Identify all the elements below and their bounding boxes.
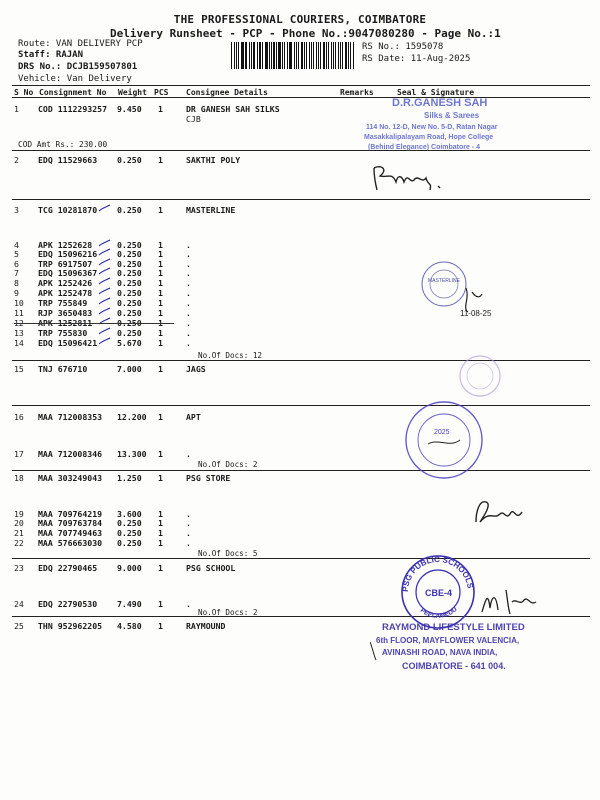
drs-number: DRS No.: DCJB159507801: [18, 62, 138, 72]
row-sno: 6: [14, 259, 19, 269]
barcode-bar: [348, 42, 349, 69]
barcode-bar: [316, 42, 317, 69]
row-sno: 13: [14, 328, 24, 338]
barcode-bar: [289, 42, 290, 69]
row-consignee: .: [186, 259, 191, 269]
tick-mark-icon: [98, 307, 112, 317]
company-title: THE PROFESSIONAL COURIERS, COIMBATORE: [173, 13, 427, 26]
barcode-bar: [318, 42, 319, 69]
stamp-text: MASTERLINE: [428, 278, 460, 284]
row-pcs: 1: [158, 518, 163, 528]
row-sno: 3: [14, 205, 19, 215]
row-sno: 22: [14, 538, 24, 548]
barcode-bar: [333, 42, 334, 69]
row-weight: 4.580: [117, 621, 142, 631]
row-weight: 0.250: [117, 298, 142, 308]
row-consignee: .: [186, 288, 191, 298]
row-weight: 5.670: [117, 338, 142, 348]
row-pcs: 1: [158, 599, 163, 609]
row-rule: [12, 405, 590, 406]
row-weight: 12.200: [117, 412, 147, 422]
barcode-bar: [304, 42, 305, 69]
row-consignee: APT: [186, 412, 201, 422]
stamp-text: Masakkalipalayam Road, Hope College: [364, 134, 494, 141]
doc-count: No.Of Docs: 12: [198, 351, 263, 360]
col-seal: Seal & Signature: [397, 88, 475, 97]
row-cons: RJP 3650483: [38, 308, 93, 318]
barcode-bar: [266, 42, 267, 69]
row-weight: 0.250: [117, 288, 142, 298]
row-consignee: .: [186, 509, 191, 519]
barcode-bar: [238, 42, 239, 69]
row-weight: 0.250: [117, 308, 142, 318]
row-sno: 1: [14, 104, 19, 114]
barcode-bar: [290, 42, 291, 69]
barcode-bar: [271, 42, 272, 69]
row-pcs: 1: [158, 509, 163, 519]
tick-mark-icon: [98, 327, 112, 337]
row-consignee: PSG STORE: [186, 473, 231, 483]
row-pcs: 1: [158, 364, 163, 374]
stamp-text: (Behind Elegance) Coimbatore - 4: [368, 144, 481, 151]
row-sno: 14: [14, 338, 24, 348]
row-pcs: 1: [158, 259, 163, 269]
row-consignee: SAKTHI POLY: [186, 155, 241, 165]
stamp-text: PEELAMEDU: [418, 605, 459, 620]
cod-amount: COD Amt Rs.: 230.00: [18, 140, 108, 149]
apt-stamp: [398, 398, 490, 484]
row-pcs: 1: [158, 563, 163, 573]
row-pcs: 1: [158, 338, 163, 348]
stamp-text: AVINASHI ROAD, NAVA INDIA,: [382, 648, 498, 657]
row-weight: 1.250: [117, 473, 142, 483]
row-weight: 9.000: [117, 563, 142, 573]
barcode-bar: [249, 42, 250, 69]
stamp-text: COIMBATORE - 641 004.: [402, 661, 506, 671]
row-consignee: .: [186, 528, 191, 538]
row-weight: 7.490: [117, 599, 142, 609]
row-cons: APK 1252478: [38, 288, 93, 298]
barcode-bar: [345, 42, 347, 69]
barcode-bar: [269, 42, 270, 69]
row-cons: COD 1112293257: [38, 104, 108, 114]
rs-date: RS Date: 11-Aug-2025: [362, 54, 471, 64]
row-sno: 2: [14, 155, 19, 165]
row-consignee: .: [186, 278, 191, 288]
row-weight: 7.000: [117, 364, 142, 374]
barcode-bar: [353, 42, 354, 69]
row-consignee: .: [186, 240, 191, 250]
row-sno: 20: [14, 518, 24, 528]
barcode-bar: [320, 42, 321, 69]
barcode-bar: [273, 42, 274, 69]
row-consignee: .: [186, 338, 191, 348]
tick-mark-icon: [98, 277, 112, 287]
row-sno: 5: [14, 249, 19, 259]
signature-psg-school: [478, 584, 548, 618]
ganesh-sah-stamp: [362, 92, 552, 156]
row-consignee: PSG SCHOOL: [186, 563, 236, 573]
masterline-stamp: [416, 258, 496, 320]
row-cons: MAA 709764219: [38, 509, 103, 519]
barcode-bar: [335, 42, 336, 69]
vehicle-label: Vehicle: Van Delivery: [18, 74, 132, 84]
row-sno: 21: [14, 528, 24, 538]
col-pcs: PCS: [154, 88, 169, 97]
col-weight: Weight: [118, 88, 147, 97]
row-consignee: DR GANESH SAH SILKS: [186, 104, 280, 114]
row-weight: 0.250: [117, 240, 142, 250]
row-weight: 0.250: [117, 318, 142, 328]
signature-psg-store: [470, 492, 530, 538]
barcode-bar: [340, 42, 341, 69]
row-sno: 25: [14, 621, 24, 631]
barcode-bar: [251, 42, 252, 69]
row-cons: APK 1252628: [38, 240, 93, 250]
row-pcs: 1: [158, 288, 163, 298]
col-consignment: Consignment No: [39, 88, 107, 97]
jags-stamp: [456, 352, 506, 400]
barcode-bar: [259, 42, 261, 69]
row-weight: 9.450: [117, 104, 142, 114]
stamp-text: D.R.GANESH SAH: [392, 97, 488, 109]
barcode-bar: [257, 42, 258, 69]
raymond-stamp: [370, 616, 570, 676]
barcode-bar: [236, 42, 237, 69]
stamp-text: 6th FLOOR, MAYFLOWER VALENCIA,: [376, 636, 520, 645]
row-sno: 8: [14, 278, 19, 288]
row-sno: 24: [14, 599, 24, 609]
stamp-text: Silks & Sarees: [424, 111, 480, 120]
row-sno: 18: [14, 473, 24, 483]
barcode-bar: [350, 42, 351, 69]
row-pcs: 1: [158, 278, 163, 288]
row-cons: EDQ 15096367: [38, 268, 98, 278]
row-cons: MAA 576663030: [38, 538, 103, 548]
row-consignee: JAGS: [186, 364, 206, 374]
row-pcs: 1: [158, 412, 163, 422]
barcode-bar: [328, 42, 329, 69]
tick-mark-icon: [98, 248, 112, 258]
runsheet-subtitle: Delivery Runsheet - PCP - Phone No.:9047080280 - Page No.:1: [110, 27, 501, 40]
stamp-text: RAYMOND LIFESTYLE LIMITED: [382, 622, 525, 633]
row-pcs: 1: [158, 328, 163, 338]
barcode-bar: [282, 42, 283, 69]
barcode-bar: [306, 42, 307, 69]
barcode-bar: [323, 42, 325, 69]
row-cons: APK 1252811: [38, 318, 93, 328]
tick-mark-icon: [98, 317, 112, 327]
row-sno: 11: [14, 308, 24, 318]
row-pcs: 1: [158, 205, 163, 215]
row-cons: MAA 712008346: [38, 449, 103, 459]
barcode-bar: [234, 42, 235, 69]
row-pcs: 1: [158, 249, 163, 259]
barcode-bar: [284, 42, 285, 69]
col-sno: S No: [14, 88, 34, 97]
doc-count: No.Of Docs: 2: [198, 608, 258, 617]
strike-through: [14, 323, 174, 324]
barcode-bar: [342, 42, 343, 69]
stamp-text: CBE-4: [425, 588, 453, 598]
barcode-bar: [294, 42, 295, 69]
row-consignee: .: [186, 538, 191, 548]
row-pcs: 1: [158, 298, 163, 308]
barcode-bar: [298, 42, 299, 69]
barcode-bar: [338, 42, 339, 69]
row-consignee: .: [186, 268, 191, 278]
row-cons: TCG 10281870: [38, 205, 98, 215]
tick-mark-icon: [98, 287, 112, 297]
row-sno: 7: [14, 268, 19, 278]
table-top-rule: [12, 85, 590, 86]
barcode-bar: [313, 42, 314, 69]
row-cons: TNJ 676710: [38, 364, 88, 374]
barcode: [231, 42, 355, 69]
row-sno: 4: [14, 240, 19, 250]
row-sno: 15: [14, 364, 24, 374]
barcode-bar: [326, 42, 327, 69]
doc-count: No.Of Docs: 2: [198, 460, 258, 469]
row-consignee: .: [186, 328, 191, 338]
route-label: Route: VAN DELIVERY PCP: [18, 39, 143, 49]
row-sno: 10: [14, 298, 24, 308]
tick-mark-icon: [98, 267, 112, 277]
row-weight: 3.600: [117, 509, 142, 519]
barcode-bar: [287, 42, 288, 69]
row-pcs: 1: [158, 528, 163, 538]
barcode-bar: [278, 42, 280, 69]
stamp-text: 114 No. 12-D, New No. 5-D, Ratan Nagar: [366, 124, 498, 131]
row-pcs: 1: [158, 538, 163, 548]
handwritten-date: 11-08-25: [460, 309, 492, 318]
signature-sakthi: [368, 160, 468, 196]
row-cons: EDQ 15096421: [38, 338, 98, 348]
tick-mark-icon: [98, 337, 112, 347]
row-sno: 12: [14, 318, 24, 328]
barcode-bar: [309, 42, 310, 69]
row-cons: TRP 755830: [38, 328, 88, 338]
stamp-text: PSG PUBLIC SCHOOLS: [400, 554, 475, 593]
row-sno: 9: [14, 288, 19, 298]
row-consignee: .: [186, 298, 191, 308]
row-weight: 0.250: [117, 205, 142, 215]
row-weight: 13.300: [117, 449, 147, 459]
row-weight: 0.250: [117, 278, 142, 288]
row-rule: [12, 199, 590, 200]
svg-text:PSG PUBLIC SCHOOLS: [401, 555, 475, 592]
row-weight: 0.250: [117, 249, 142, 259]
row-sno: 17: [14, 449, 24, 459]
row-weight: 0.250: [117, 328, 142, 338]
row-cons: TRP 6917507: [38, 259, 93, 269]
row-pcs: 1: [158, 318, 163, 328]
row-consignee-city: CJB: [186, 114, 201, 124]
barcode-bar: [246, 42, 247, 69]
row-cons: MAA 709763784: [38, 518, 103, 528]
row-pcs: 1: [158, 449, 163, 459]
barcode-bar: [311, 42, 312, 69]
row-sno: 23: [14, 563, 24, 573]
row-cons: TRP 755849: [38, 298, 88, 308]
row-weight: 0.250: [117, 528, 142, 538]
barcode-bar: [296, 42, 297, 69]
row-weight: 0.250: [117, 259, 142, 269]
barcode-bar: [331, 42, 332, 69]
row-pcs: 1: [158, 155, 163, 165]
row-weight: 0.250: [117, 155, 142, 165]
row-cons: EDQ 15096216: [38, 249, 98, 259]
col-remarks: Remarks: [340, 88, 374, 97]
row-pcs: 1: [158, 104, 163, 114]
row-consignee: .: [186, 599, 191, 609]
tick-mark-icon: [98, 297, 112, 307]
row-consignee: RAYMOUND: [186, 621, 226, 631]
row-consignee: MASTERLINE: [186, 205, 236, 215]
row-consignee: .: [186, 308, 191, 318]
stamp-text: 2025: [434, 429, 450, 436]
row-weight: 0.250: [117, 518, 142, 528]
row-pcs: 1: [158, 308, 163, 318]
row-pcs: 1: [158, 240, 163, 250]
row-rule: [12, 558, 590, 559]
rs-number: RS No.: 1595078: [362, 42, 444, 52]
barcode-bar: [301, 42, 303, 69]
row-rule: [12, 470, 590, 471]
row-consignee: .: [186, 518, 191, 528]
doc-count: No.Of Docs: 5: [198, 549, 258, 558]
row-cons: MAA 303249043: [38, 473, 103, 483]
row-weight: 0.250: [117, 538, 142, 548]
barcode-bar: [262, 42, 263, 69]
barcode-bar: [253, 42, 254, 69]
row-pcs: 1: [158, 268, 163, 278]
barcode-bar: [245, 42, 246, 69]
col-consignee: Consignee Details: [186, 88, 268, 97]
barcode-bar: [265, 42, 266, 69]
row-cons: MAA 712008353: [38, 412, 103, 422]
row-cons: EDQ 11529663: [38, 155, 98, 165]
row-sno: 16: [14, 412, 24, 422]
row-cons: EDQ 22790465: [38, 563, 98, 573]
row-weight: 0.250: [117, 268, 142, 278]
row-consignee: .: [186, 249, 191, 259]
barcode-bar: [276, 42, 277, 69]
row-cons: APK 1252426: [38, 278, 93, 288]
tick-mark-icon: [98, 204, 112, 214]
row-consignee: .: [186, 318, 191, 328]
row-sno: 19: [14, 509, 24, 519]
row-cons: EDQ 22790530: [38, 599, 98, 609]
staff-label: Staff: RAJAN: [18, 50, 84, 60]
row-pcs: 1: [158, 621, 163, 631]
barcode-bar: [241, 42, 243, 69]
row-cons: THN 952962205: [38, 621, 103, 631]
row-pcs: 1: [158, 473, 163, 483]
barcode-bar: [231, 42, 232, 69]
row-cons: MAA 707749463: [38, 528, 103, 538]
row-consignee: .: [186, 449, 191, 459]
